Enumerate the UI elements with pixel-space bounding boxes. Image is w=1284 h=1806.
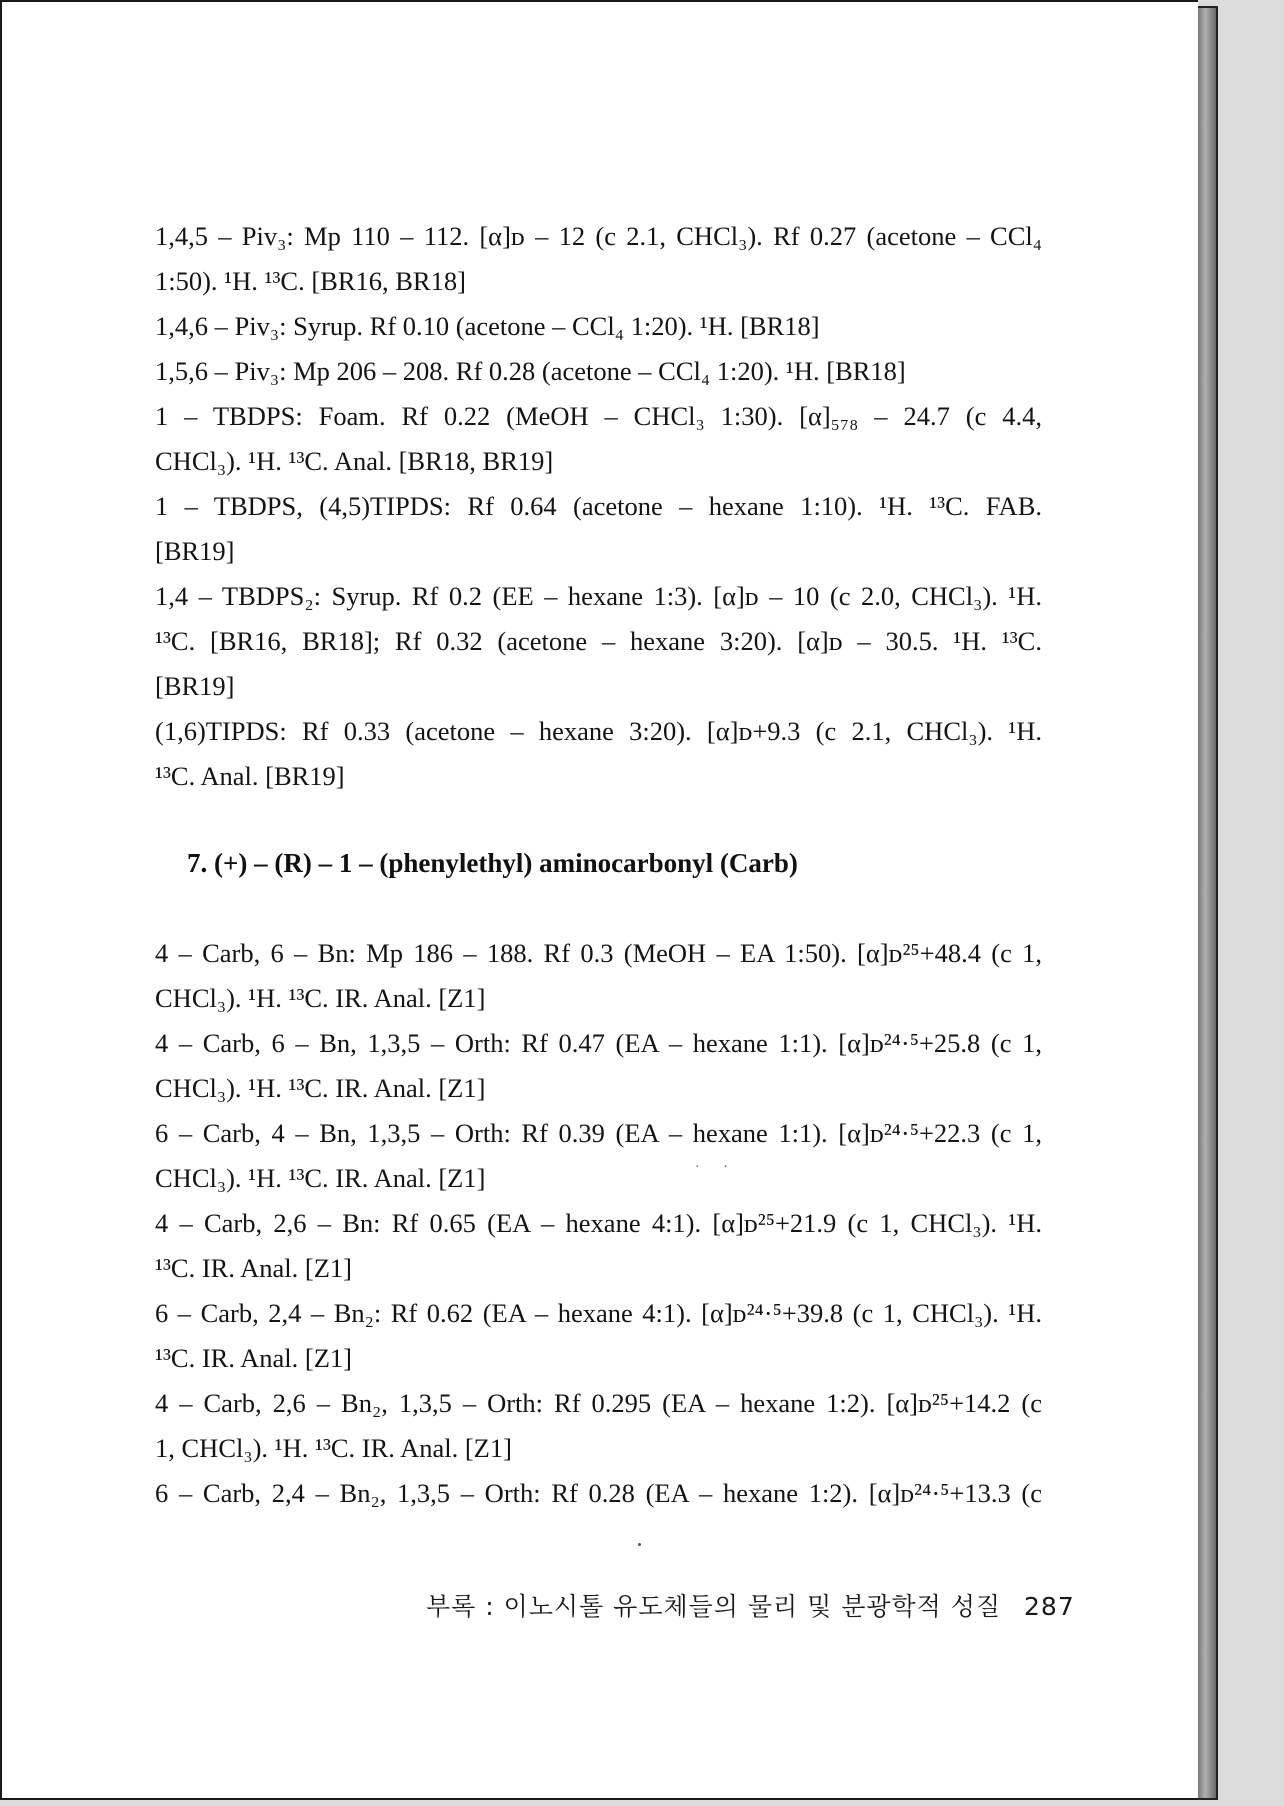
text-line: ¹³C. Anal. [BR19] — [155, 761, 345, 791]
print-specks: · · — [695, 1160, 738, 1175]
text-line: ¹³C. [BR16, BR18]; Rf 0.32 (acetone – hexane 3:20). [α]ᴅ – 30.5. ¹H. ¹³C. — [155, 626, 1042, 656]
text-line: 1:50). ¹H. ¹³C. [BR16, BR18] — [155, 266, 466, 296]
text-line: 4 – Carb, 2,6 – Bn₂, 1,3,5 – Orth: Rf 0.295 (EA – hexane 1:2). [α]ᴅ²⁵+14.2 (c — [155, 1388, 1042, 1418]
page-number: 287 — [1024, 1592, 1075, 1621]
text-line: ¹³C. IR. Anal. [Z1] — [155, 1343, 352, 1373]
text-line: 6 – Carb, 2,4 – Bn₂: Rf 0.62 (EA – hexane 4:1). [α]ᴅ²⁴·⁵+39.8 (c 1, CHCl₃). ¹H. — [155, 1298, 1042, 1328]
text-line: 1,4,5 – Piv₃: Mp 110 – 112. [α]ᴅ – 12 (c 2.1, CHCl₃). Rf 0.27 (acetone – CCl₄ — [155, 221, 1042, 251]
page-footer — [426, 1587, 1075, 1627]
text-line: 1 – TBDPS: Foam. Rf 0.22 (MeOH – CHCl₃ 1:30). [α]₅₇₈ – 24.7 (c 4.4, — [155, 401, 1042, 431]
text-line: 1,4 – TBDPS₂: Syrup. Rf 0.2 (EE – hexane 1:3). [α]ᴅ – 10 (c 2.0, CHCl₃). ¹H. — [155, 581, 1042, 611]
text-line: ¹³C. IR. Anal. [Z1] — [155, 1253, 352, 1283]
text-line: CHCl₃). ¹H. ¹³C. IR. Anal. [Z1] — [155, 1163, 486, 1193]
print-speck — [638, 1543, 641, 1546]
text-line: 6 – Carb, 2,4 – Bn₂, 1,3,5 – Orth: Rf 0.28 (EA – hexane 1:2). [α]ᴅ²⁴·⁵+13.3 (c — [155, 1478, 1042, 1508]
text-line: [BR19] — [155, 671, 235, 701]
text-line: CHCl₃). ¹H. ¹³C. IR. Anal. [Z1] — [155, 1073, 486, 1103]
text-line: CHCl₃). ¹H. ¹³C. IR. Anal. [Z1] — [155, 983, 486, 1013]
text-line: 1,5,6 – Piv₃: Mp 206 – 208. Rf 0.28 (acetone – CCl₄ 1:20). ¹H. [BR18] — [155, 356, 906, 386]
text-line: CHCl₃). ¹H. ¹³C. Anal. [BR18, BR19] — [155, 446, 554, 476]
page-edge — [1198, 6, 1218, 1800]
text-line: [BR19] — [155, 536, 235, 566]
text-line: 1,4,6 – Piv₃: Syrup. Rf 0.10 (acetone – CCl₄ 1:20). ¹H. [BR18] — [155, 311, 820, 341]
section-heading: 7. (+) – (R) – 1 – (phenylethyl) aminocarbonyl (Carb) — [187, 848, 798, 878]
text-line: 1 – TBDPS, (4,5)TIPDS: Rf 0.64 (acetone – hexane 1:10). ¹H. ¹³C. FAB. — [155, 491, 1042, 521]
footer-title: 부록 : 이노시톨 유도체들의 물리 및 분광학적 성질 — [426, 1592, 1002, 1621]
text-line: (1,6)TIPDS: Rf 0.33 (acetone – hexane 3:20). [α]ᴅ+9.3 (c 2.1, CHCl₃). ¹H. — [155, 716, 1042, 746]
text-line: 6 – Carb, 4 – Bn, 1,3,5 – Orth: Rf 0.39 (EA – hexane 1:1). [α]ᴅ²⁴·⁵+22.3 (c 1, — [155, 1118, 1042, 1148]
text-line: 4 – Carb, 6 – Bn: Mp 186 – 188. Rf 0.3 (MeOH – EA 1:50). [α]ᴅ²⁵+48.4 (c 1, — [155, 938, 1042, 968]
text-line: 4 – Carb, 6 – Bn, 1,3,5 – Orth: Rf 0.47 (EA – hexane 1:1). [α]ᴅ²⁴·⁵+25.8 (c 1, — [155, 1028, 1042, 1058]
text-line: 1, CHCl₃). ¹H. ¹³C. IR. Anal. [Z1] — [155, 1433, 512, 1463]
text-line: 4 – Carb, 2,6 – Bn: Rf 0.65 (EA – hexane 4:1). [α]ᴅ²⁵+21.9 (c 1, CHCl₃). ¹H. — [155, 1208, 1042, 1238]
